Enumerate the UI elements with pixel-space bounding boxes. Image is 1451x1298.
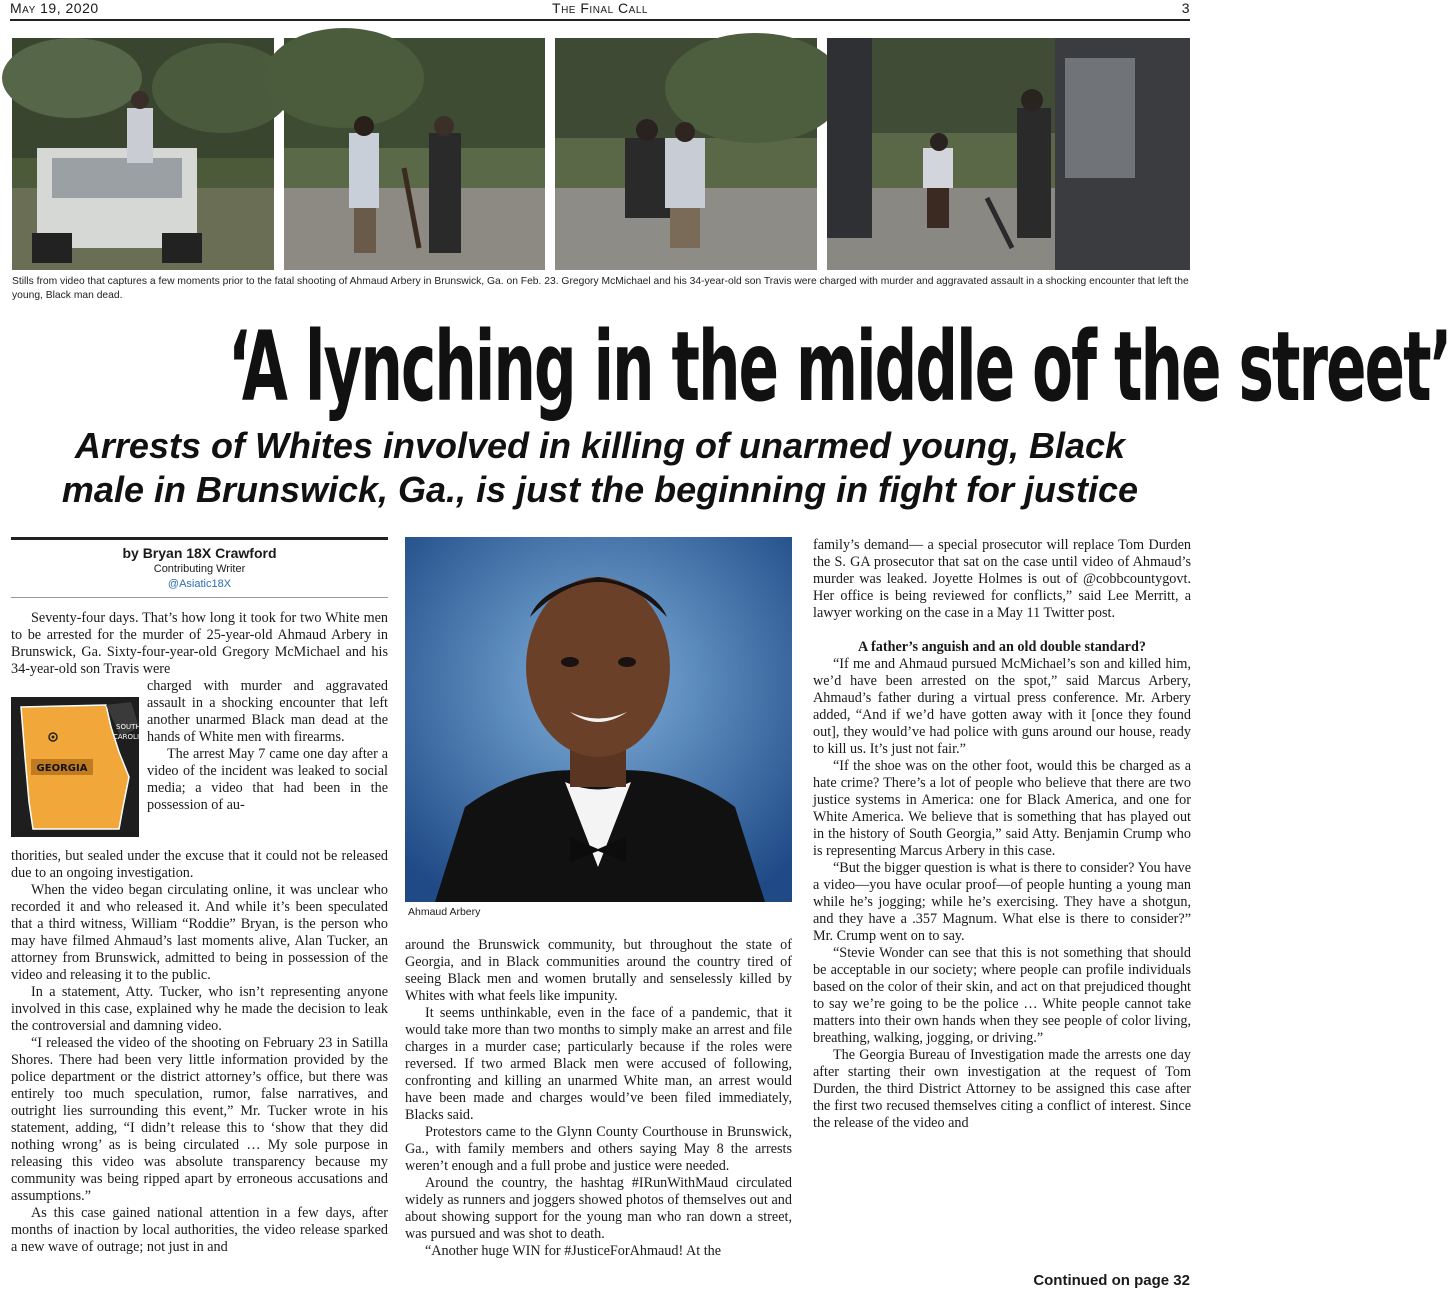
video-still-4 <box>827 38 1190 270</box>
paragraph: charged with murder and aggravated assault in a shocking encounter that left another unarmed Black man dead at the hands of White men with firearms. <box>147 678 388 745</box>
paragraph: Around the country, the hashtag #IRunWithMaud circulated widely as runners and joggers showed photos of themselves out and about showing support for the young man who ran down a street, was pursued and was shot to death. <box>405 1175 792 1242</box>
portrait-caption: Ahmaud Arbery <box>408 906 481 918</box>
video-still-1 <box>12 38 274 270</box>
paragraph: thorities, but sealed under the excuse that it could not be released due to an ongoing investigation. <box>11 848 388 881</box>
photo-strip-caption: Stills from video that captures a few moments prior to the fatal shooting of Ahmaud Arbery in Brunswick, Ga. on Feb. 23. Gregory McMichael and his 34-year-old son Travis were charged with murder and aggravated assault in a shocking encounter that left the young, Black man dead. <box>12 276 1189 301</box>
paragraph: It seems unthinkable, even in the face of a pandemic, that it would take more than two months to simply make an arrest and file charges in a murder case; particularly because if the roles were reversed. If two armed Black men were accused of following, confronting and killing an unarmed White man, an arrest would have been made and charges would’ve been filed immediately, Blacks said. <box>405 1005 792 1123</box>
subhead: A father’s anguish and an old double standard? <box>858 639 1146 655</box>
paragraph: around the Brunswick community, but throughout the state of Georgia, and in Black communities around the country tired of seeing Black men and women brutally and senselessly killed by Whites with what feels like impunity. <box>405 937 792 1004</box>
deck <box>0 424 1200 512</box>
deck-line-1: Arrests of Whites involved in killing of unarmed young, Black <box>74 425 1126 466</box>
page-number: 3 <box>1181 0 1190 16</box>
paragraph: “Another huge WIN for #JusticeForAhmaud! At the <box>425 1243 722 1259</box>
byline-handle[interactable]: @Asiatic18X <box>167 578 232 590</box>
paragraph: Seventy-four days. That’s how long it took for two White men to be arrested for the murder of 25-year-old Ahmaud Arbery in Brunswick, Ga. Sixty-four-year-old Gregory McMichael and his 34-year-old son Travis were <box>11 610 388 677</box>
map-neighbor-label-1: SOUTH <box>116 723 141 731</box>
header-rule <box>10 19 1190 21</box>
deck-line-2: male in Brunswick, Ga., is just the beginning in fight for justice <box>61 469 1139 510</box>
paragraph: family’s demand— a special prosecutor will replace Tom Durden the S. GA prosecutor that sat on the case until video of Ahmaud’s murder was leaked. Joyette Holmes is out of @cobbcountygovt. Her office is being reviewed for conflicts,” said Lee Merritt, a lawyer working on the case in a May 11 Twitter post. <box>813 537 1191 621</box>
byline-rule-bottom <box>11 597 388 598</box>
paragraph: “If the shoe was on the other foot, would this be charged as a hate crime? There’s a lot of people who believe that there are two justice systems in America: one for Black America, and one for White America. We believe that is something that has played out in the history of South Georgia,” said Atty. Benjamin Crump who is representing Marcus Arbery in this case. <box>813 758 1191 859</box>
paragraph: When the video began circulating online, it was unclear who recorded it and who released it. And while it’s been speculated that a third witness, William “Roddie” Bryan, is the person who may have filmed Ahmaud’s last moments alive, Alan Tucker, an attorney from Brunswick, admitted to being in possession of the video and releasing it to the public. <box>11 882 388 983</box>
map-neighbor-label-2: CAROLI <box>113 733 140 741</box>
issue-date: May 19, 2020 <box>10 0 99 16</box>
paragraph: The arrest May 7 came one day after a video of the incident was leaked to social media; a video that had been in the possession of au- <box>147 746 388 813</box>
newspaper-name: The Final Call <box>552 0 648 16</box>
paragraph: As this case gained national attention in a few days, after months of inaction by local authorities, the video release sparked a new wave of outrage; not just in and <box>11 1205 388 1255</box>
col1-text-wrap <box>147 678 388 814</box>
paragraph: Protestors came to the Glynn County Courthouse in Brunswick, Ga., with family members and others saying May 8 the arrests weren’t enough and a full probe and justice were needed. <box>405 1124 792 1174</box>
col2-text <box>405 937 792 1260</box>
byline-rule <box>11 537 388 540</box>
paragraph: “I released the video of the shooting on February 23 in Satilla Shores. There had been very little information provided by the police department or the district attorney’s office, but there was entirely too much speculation, rumor, false narratives, and outright lies surrounding this event,” Mr. Tucker wrote in his statement, adding, “I didn’t release this to ‘show that they did nothing wrong’ as is being circulated … My sole purpose in releasing this video was absolute transparency because my community was being ripped apart by erroneous accusations and assumptions.” <box>11 1035 388 1204</box>
continued-link[interactable]: Continued on page 32 <box>1033 1272 1190 1289</box>
headline: ‘A lynching in the middle of the street’ <box>228 311 1451 423</box>
video-still-2 <box>284 38 545 270</box>
paragraph: “Stevie Wonder can see that this is not something that should be acceptable in our society; where people can profile individuals based on the color of their skin, and act on that prejudiced thought to say we’re going to be the police … White people cannot take matters into their own hands when they see people of color living, breathing, walking, jogging, or driving.” <box>813 945 1191 1046</box>
paragraph: The Georgia Bureau of Investigation made the arrests one day after starting their own investigation at the request of Tom Durden, the third District Attorney to be assigned this case after the first two recused themselves citing a conflict of interest. Since the release of the video and <box>813 1047 1191 1131</box>
paragraph: “If me and Ahmaud pursued McMichael’s son and killed him, we’d have been arrested on the spot,” said Marcus Arbery, Ahmaud’s father during a virtual press conference. Mr. Arbery added, “And if we’d have gotten away with it [once they found out], they would’ve had police with guns around our house, ready to kill us. It’s just not fair.” <box>813 656 1191 757</box>
col1-text-rest <box>11 848 388 1256</box>
col3-text <box>813 537 1191 1132</box>
video-still-3 <box>555 38 817 270</box>
map-state-label: GEORGIA <box>36 763 88 774</box>
portrait-photo <box>405 537 792 902</box>
paragraph: “But the bigger question is what is there to consider? You have a video—you have ocular proof—of people hunting a young man while he’s jogging; while he’s exercising. They have a shotgun, and they have a .357 Magnum. What else is there to consider?” Mr. Crump went on to say. <box>813 860 1191 944</box>
paragraph: In a statement, Atty. Tucker, who isn’t representing anyone involved in this case, explained why he made the decision to leak the controversial and damning video. <box>11 984 388 1034</box>
byline-role: Contributing Writer <box>153 563 246 575</box>
col1-text-top <box>11 610 388 678</box>
page-header <box>10 0 1190 19</box>
georgia-map <box>11 697 139 837</box>
byline-author: by Bryan 18X Crawford <box>122 545 277 561</box>
